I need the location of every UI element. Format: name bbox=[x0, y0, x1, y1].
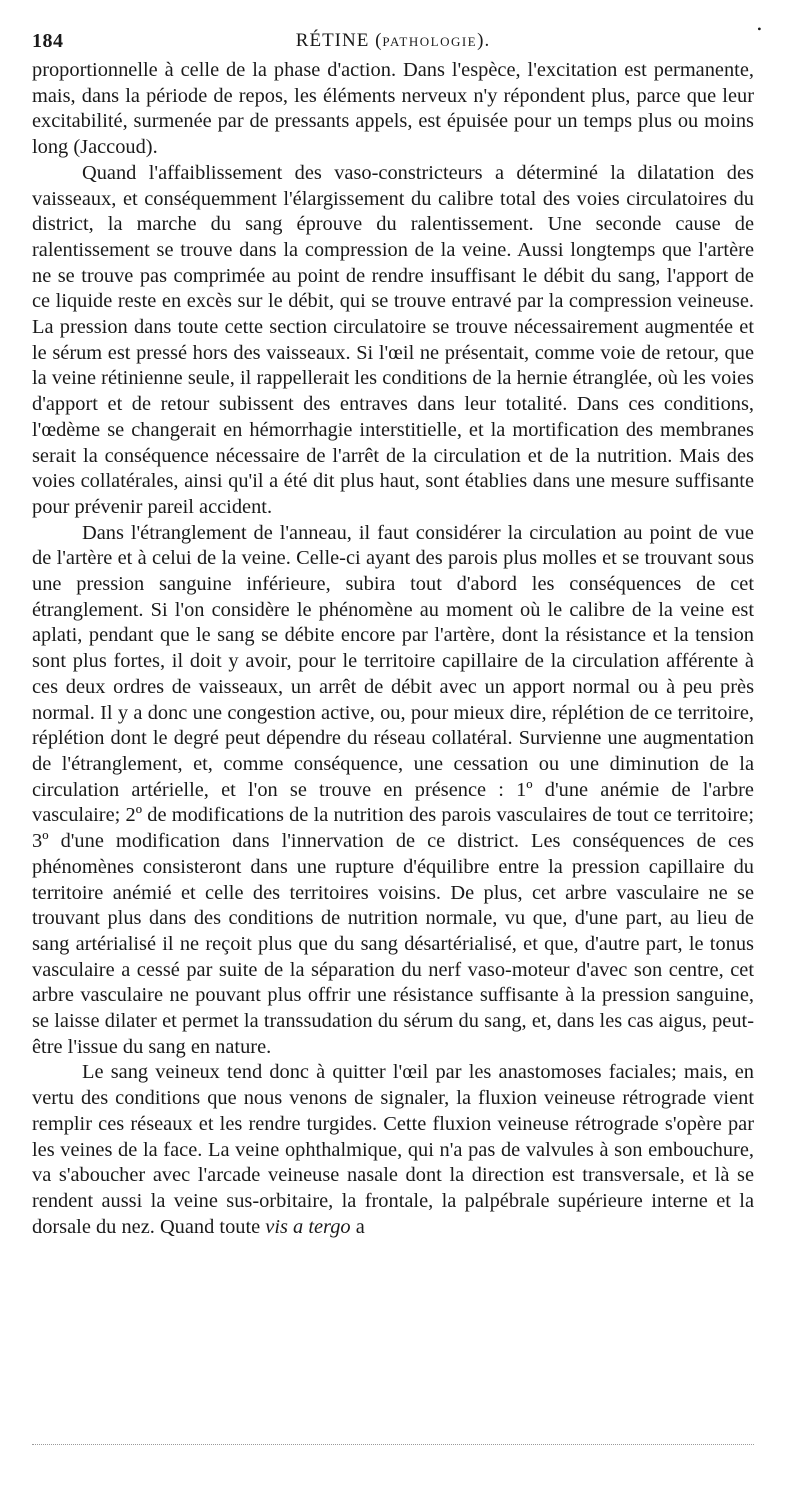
paragraph-4-tail: a bbox=[350, 1215, 365, 1238]
paragraph-1: proportionnelle à celle de la phase d'action. Dans l'espèce, l'excitation est permanente, mais, dans la période de repos, les éléments nerveux n'y répondent plus, parce que leur excitabilité, surmenée par de pressants appels, est épuisée pour un temps plus ou moins long (Jaccoud). bbox=[32, 59, 754, 159]
running-head bbox=[32, 22, 762, 58]
running-title bbox=[32, 30, 754, 52]
paragraph-3: Dans l'étranglement de l'anneau, il faut considérer la circulation au point de vue de l'artère et à celui de la veine. Celle-ci ayant des parois plus molles et se trouvant sous une pression sanguine inférieure, subira tout d'abord les conséquences de cet étranglement. Si l'on considère le phénomène au moment où le calibre de la veine est aplati, pendant que le sang se débite encore par l'artère, dont la résistance et la tension sont plus fortes, il doit y avoir, pour le territoire capillaire de la circulation afférente à ces deux ordres de vaisseaux, un arrêt de débit avec un apport normal ou à peu près normal. Il y a donc une congestion active, ou, pour mieux dire, réplétion de ce territoire, réplétion dont le degré peut dépendre du réseau collatéral. Survienne une augmentation de l'étranglement, et, comme conséquence, une cessation ou une diminution de la circulation artérielle, et l'on se trouve en présence : 1º d'une anémie de l'arbre vasculaire; 2º de modifications de la nutrition des parois vasculaires de tout ce territoire; 3º d'une modification dans l'innervation de ce district. Les conséquences de ces phénomènes consisteront dans une rupture d'équilibre entre la pression capillaire du territoire anémié et celle des territoires voisins. De plus, cet arbre vasculaire ne se trouvant plus dans des conditions de nutrition normale, vu que, d'une part, au lieu de sang artérialisé il ne reçoit plus que du sang désartérialisé, et que, d'autre part, le tonus vasculaire a cessé par suite de la séparation du nerf vaso-moteur d'avec son centre, cet arbre vasculaire ne pouvant plus offrir une résistance suffisante à la pression sanguine, se laisse dilater et permet la transsudation du sérum du sang, et, dans les cas aigus, peut-être l'issue du sang en nature. bbox=[32, 521, 754, 1058]
running-title-main: RÉTINE bbox=[295, 30, 370, 51]
paragraph-2: Quand l'affaiblissement des vaso-constricteurs a déterminé la dilatation des vaisseaux, et conséquemment l'élargissement du calibre total des voies circulatoires du district, la marche du sang éprouve du ralentissement. Une seconde cause de ralentissement se trouve dans la compression de la veine. Aussi longtemps que l'artère ne se trouve pas comprimée au point de rendre insuffisant le débit du sang, l'apport de ce liquide reste en excès sur le débit, qui se trouve entravé par la compression veineuse. La pression dans toute cette section circulatoire se trouve nécessairement augmentée et le sérum est pressé hors des vaisseaux. Si l'œil ne présentait, comme voie de retour, que la veine rétinienne seule, il rappellerait les conditions de la hernie étranglée, où les voies d'apport et de retour subissent des entraves dans leur totalité. Dans ces conditions, l'œdème se changerait en hémorrhagie interstitielle, et la mortification des membranes serait la conséquence nécessaire de l'arrêt de la circulation et de la nutrition. Mais des voies collatérales, ainsi qu'il a été dit plus haut, sont établies dans une mesure suffisante pour prévenir pareil accident. bbox=[32, 161, 754, 518]
body-text bbox=[32, 58, 754, 1240]
running-title-small-caps: PATHOLOGIE bbox=[382, 34, 478, 49]
paragraph-4 bbox=[32, 1060, 754, 1240]
corner-mark: • bbox=[757, 22, 762, 36]
book-page bbox=[32, 22, 762, 1240]
running-title-paren-close: ). bbox=[477, 30, 491, 51]
paragraph-4-text: Le sang veineux tend donc à quitter l'œil par les anastomoses faciales; mais, en vertu des conditions que nous venons de signaler, la fluxion veineuse rétrograde vient remplir ces réseaux et les rendre turgides. Cette fluxion veineuse rétrograde s'opère par les veines de la face. La veine ophthalmique, qui n'a pas de valvules à son embouchure, va s'aboucher avec l'arcade veineuse nasale dont la direction est transversale, et là se rendent aussi la veine sus-orbitaire, la frontale, la palpébrale supérieure interne et la dorsale du nez. Quand toute bbox=[32, 1061, 754, 1238]
paragraph-4-italic: vis a tergo bbox=[265, 1215, 351, 1238]
running-title-paren-open: ( bbox=[375, 30, 383, 51]
footer-dotted-rule bbox=[32, 1444, 754, 1445]
page-number: 184 bbox=[32, 30, 64, 52]
